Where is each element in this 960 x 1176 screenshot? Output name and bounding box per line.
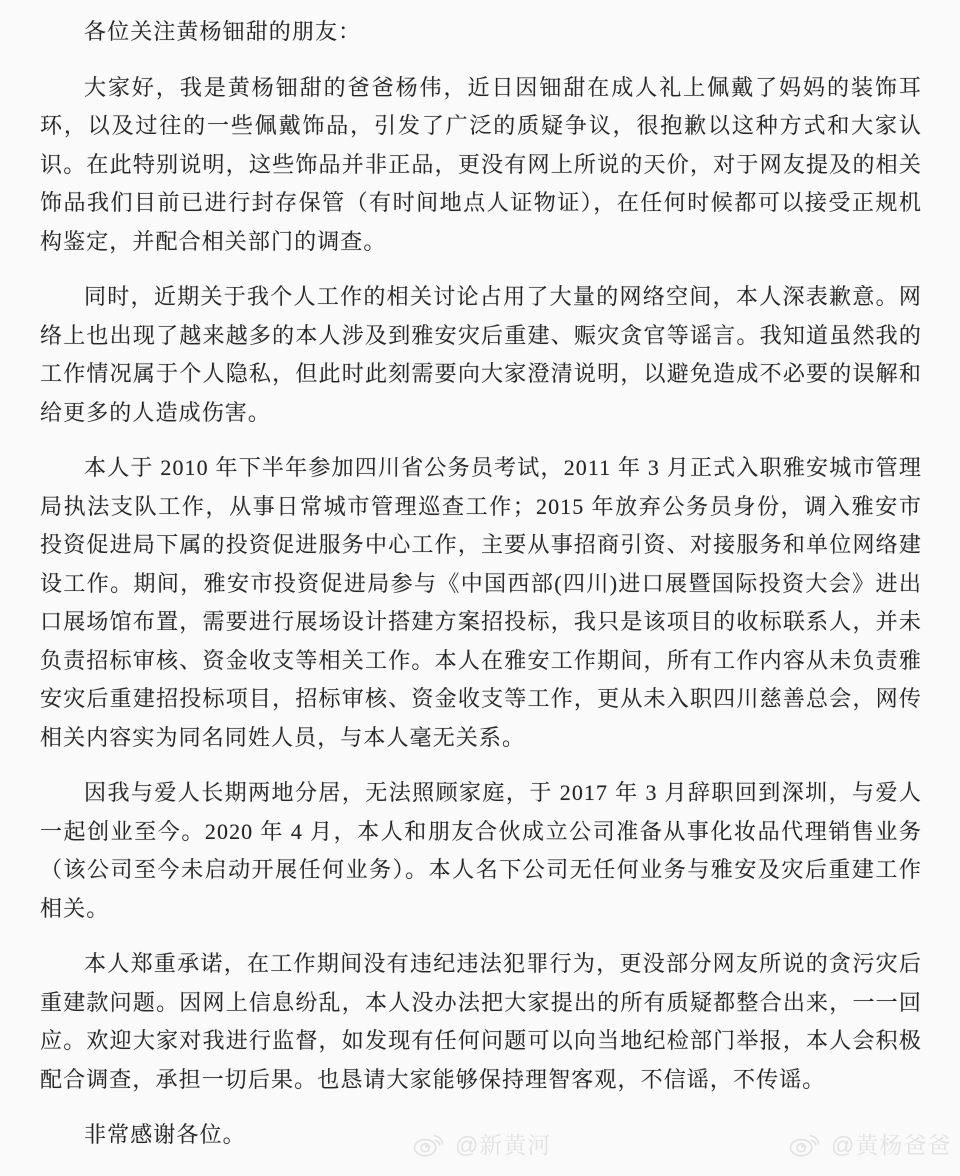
watermark-label: @黄杨爸爸 bbox=[831, 1131, 952, 1158]
weibo-icon bbox=[412, 1126, 446, 1160]
paragraph-rumor-clarify: 同时，近期关于我个人工作的相关讨论占用了大量的网络空间，本人深表歉意。网络上也出现了越来越多的本人涉及到雅安灾后重建、赈灾贪官等谣言。我知道虽然我的工作情况属于个人隐私，但此时此刻需要向大家澄清说明，以避免造成不必要的误解和给更多的人造成伤害。 bbox=[40, 284, 922, 425]
paragraph-apology-jewelry: 大家好，我是黄杨钿甜的爸爸杨伟，近日因钿甜在成人礼上佩戴了妈妈的装饰耳环，以及过往的一些佩戴饰品，引发了广泛的质疑争议，很抱歉以这种方式和大家认识。在此特别说明，这些饰品并非正品，更没有网上所说的天价，对于网友提及的相关饰品我们目前已进行封存保管（有时间地点人证物证），在任何时候都可以接受正规机构鉴定，并配合相关部门的调查。 bbox=[40, 74, 922, 254]
paragraph-pledge: 本人郑重承诺，在工作期间没有违纪违法犯罪行为，更没部分网友所说的贪污灾后重建款问题。因网上信息纷乱，本人没办法把大家提出的所有质疑都整合出来，一一回应。欢迎大家对我进行监督，如发现有任何问题可以向当地纪检部门举报，本人会积极配合调查，承担一切后果。也恳请大家能够保持理智客观，不信谣，不传谣。 bbox=[40, 951, 922, 1092]
greeting-line: 各位关注黄杨钿甜的朋友： bbox=[84, 19, 362, 44]
paragraph-work-history: 本人于 2010 年下半年参加四川省公务员考试，2011 年 3 月正式入职雅安城市管理局执法支队工作，从事日常城市管理巡查工作；2015 年放弃公务员身份，调入雅安市投资促进局下属的投资促进服务中心工作，主要从事招商引资、对接服务和单位网络建设工作。期间，雅安市投资促进局参与《中国西部(四川)进口展暨国际投资大会》进出口展场馆布置，需要进行展场设计搭建方案招投标，我只是该项目的收标联系人，并未负责招标审核、资金收支等相关工作。本人在雅安工作期间，所有工作内容从未负责雅安灾后重建招投标项目，招标审核、资金收支等工作，更从未入职四川慈善总会，网传相关内容实为同名同姓人员，与本人毫无关系。 bbox=[40, 455, 922, 750]
paragraph-resign-business: 因我与爱人长期两地分居，无法照顾家庭，于 2017 年 3 月辞职回到深圳，与爱人一起创业至今。2020 年 4 月，本人和朋友合伙成立公司准备从事化妆品代理销售业务（该公司至今未启动开展任何业务）。本人名下公司无任何业务与雅安及灾后重建工作相关。 bbox=[40, 780, 922, 921]
statement-body bbox=[40, 13, 922, 1172]
closing-line: 非常感谢各位。 bbox=[84, 1122, 246, 1147]
watermark-right bbox=[788, 1126, 951, 1160]
watermark-left bbox=[412, 1126, 551, 1160]
watermark-label: @新黄河 bbox=[455, 1131, 552, 1158]
weibo-icon bbox=[788, 1126, 822, 1160]
